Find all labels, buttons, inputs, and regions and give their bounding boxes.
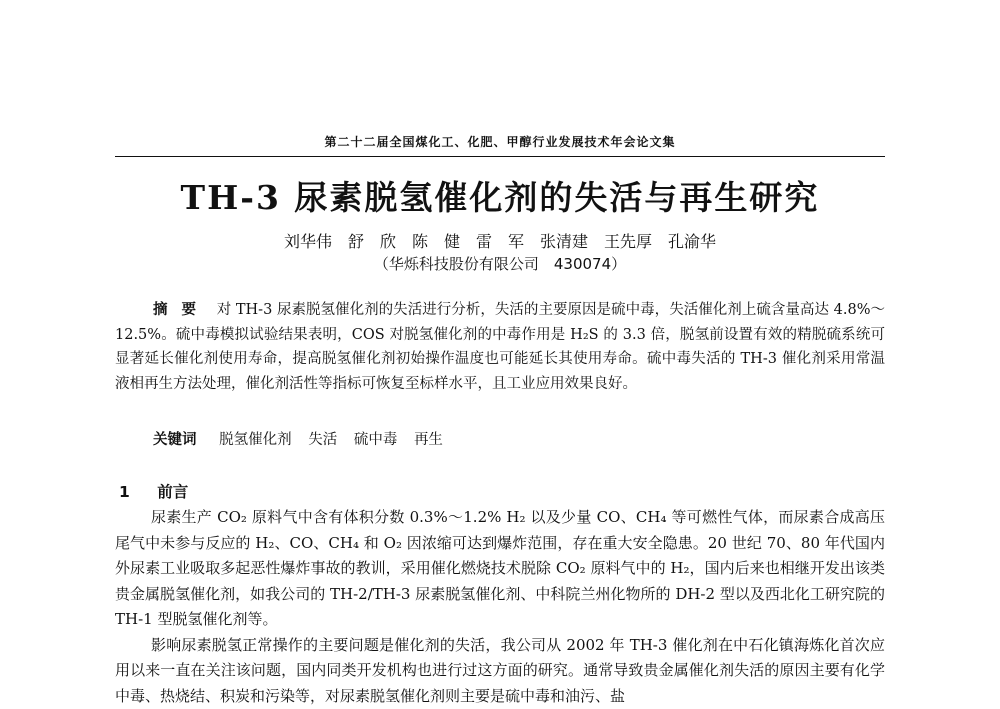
header-rule	[115, 156, 885, 157]
abstract	[115, 298, 885, 396]
body-paragraph: 影响尿素脱氢正常操作的主要问题是催化剂的失活，我公司从 2002 年 TH-3 催化剂在中石化镇海炼化首次应用以来一直在关注该问题，国内同类开发机构也进行过这方面的研究。通常导致贵金属催化剂失活的原因主要有化学中毒、热烧结、积炭和污染等，对尿素脱氢催化剂则主要是硫中毒和油污、盐	[115, 633, 885, 709]
author-list: 刘华伟 舒 欣 陈 健 雷 军 张清建 王先厚 孔渝华	[115, 229, 885, 252]
keyword-item: 脱氢催化剂	[219, 432, 292, 448]
paper-title: TH-3 尿素脱氢催化剂的失活与再生研究	[115, 172, 885, 219]
body-text	[115, 505, 885, 709]
keywords	[153, 429, 885, 451]
keyword-item: 硫中毒	[354, 432, 398, 448]
keywords-label: 关键词	[153, 431, 197, 448]
abstract-text: 对 TH-3 尿素脱氢催化剂的失活进行分析，失活的主要原因是硫中毒，失活催化剂上硫含量高达 4.8%～12.5%。硫中毒模拟试验结果表明，COS 对脱氢催化剂的中毒作用是 H₂S 的 3.3 倍，脱氢前设置有效的精脱硫系统可显著延长催化剂使用寿命，提高脱氢催化剂初始操作温度也可能延长其使用寿命。硫中毒失活的 TH-3 催化剂采用常温液相再生方法处理，催化剂活性等指标可恢复至标样水平，且工业应用效果良好。	[115, 302, 885, 392]
section-heading	[119, 480, 188, 502]
abstract-label: 摘要	[153, 301, 210, 318]
body-paragraph: 尿素生产 CO₂ 原料气中含有体积分数 0.3%～1.2% H₂ 以及少量 CO、CH₄ 等可燃性气体，而尿素合成高压尾气中未参与反应的 H₂、CO、CH₄ 和 O₂ 因浓缩可达到爆炸范围，存在重大安全隐患。20 世纪 70、80 年代国内外尿素工业吸取多起恶性爆炸事故的教训，采用催化燃烧技术脱除 CO₂ 原料气中的 H₂，国内后来也相继开发出该类贵金属脱氢催化剂，如我公司的 TH-2/TH-3 尿素脱氢催化剂、中科院兰州化物所的 DH-2 型以及西北化工研究院的 TH-1 型脱氢催化剂等。	[115, 505, 885, 633]
running-header: 第二十二届全国煤化工、化肥、甲醇行业发展技术年会论文集	[115, 133, 885, 150]
keyword-item: 失活	[308, 432, 337, 448]
affiliation: （华烁科技股份有限公司 430074）	[115, 253, 885, 274]
keyword-item: 再生	[414, 432, 443, 448]
section-number: 1	[119, 483, 130, 501]
section-title: 前言	[157, 483, 188, 501]
